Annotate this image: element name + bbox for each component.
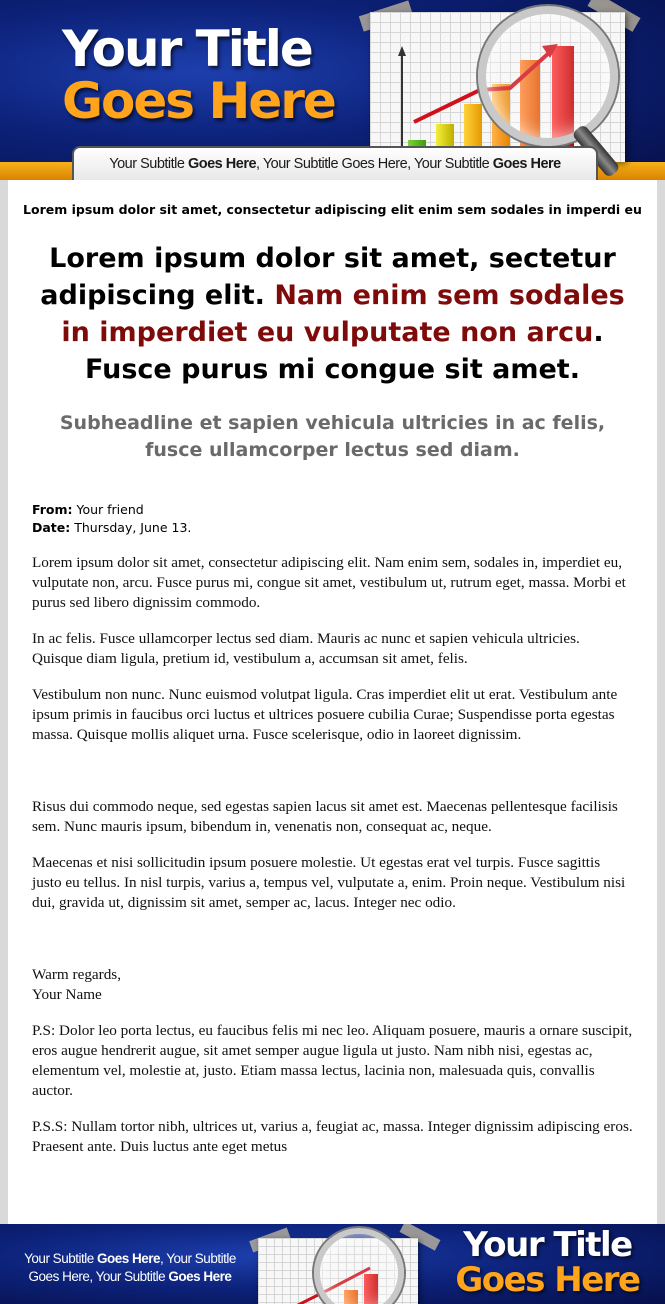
header-title-line1: Your Title <box>62 20 312 78</box>
headline-highlight: Nam enim sem sodales in imperdiet eu vulputate non arcu <box>61 280 625 348</box>
header-subtitle <box>72 146 598 180</box>
main-headline <box>32 240 633 388</box>
body-paragraph: Risus dui commodo neque, sed egestas sapien lacus sit amet est. Maecenas pellentesque facilisis sem. Nunc mauris ipsum, bibendum in, venenatis non, consequat ac, neque. <box>32 798 618 835</box>
footer-chart-graphic <box>250 1228 440 1304</box>
letter-content <box>8 180 657 1224</box>
header-banner <box>0 0 665 180</box>
headline-text: . Fusce purus mi congue sit amet. <box>85 317 604 385</box>
closing-name: Your Name <box>32 986 102 1003</box>
footer-title-line2: Goes Here <box>455 1260 640 1300</box>
footer-title-line1: Your Title <box>463 1225 632 1265</box>
footer-subtitle-text: Your Subtitle <box>24 1251 97 1266</box>
header-title-line2: Goes Here <box>62 72 335 130</box>
body-paragraph: In ac felis. Fusce ullamcorper lectus sed diam. Mauris ac nunc et sapien vehicula ultricies. Quisque diam ligula, pretium id, vestibulum a, accumsan sit amet, felis. <box>32 630 580 667</box>
footer-banner <box>0 1224 665 1304</box>
footer-subtitle-bold: Goes Here <box>168 1269 232 1284</box>
header-title <box>62 20 335 130</box>
body-paragraph: Lorem ipsum dolor sit amet, consectetur adipiscing elit. Nam enim sem, sodales in, imperdiet eu, vulputate non, arcu. Fusce purus mi, congue sit amet, vestibulum ut, rutrum eget, massa. Morbi et purus sed libero dignissim commodo. <box>32 554 626 611</box>
footer-title <box>440 1225 655 1300</box>
footer-subtitle-bold: Goes Here <box>96 1251 161 1266</box>
magnifier-icon <box>478 6 618 146</box>
subtitle-text: Your Subtitle <box>109 156 188 172</box>
subtitle-text-bold: Goes Here <box>492 156 561 172</box>
subheadline: Subheadline et sapien vehicula ultricies in ac felis, fusce ullamcorper lectus sed diam. <box>59 412 606 461</box>
postscript: P.S: Dolor leo porta lectus, eu faucibus felis mi nec leo. Aliquam posuere, mauris a ornare suscipit, eros augue hendrerit augue, sit amet semper augue ligula ut justo. Nam nibh nisi, egestas ac, elementum vel, molestie at, justo. Etiam massa lectus, lacinia non, malesuada quis, convallis auctor. <box>32 1022 633 1099</box>
from-line <box>32 501 191 519</box>
letter-meta <box>32 501 191 537</box>
footer-subtitle <box>10 1250 250 1286</box>
date-label: Date: <box>32 520 71 535</box>
subtitle-text: , Your Subtitle Goes Here, Your Subtitle <box>256 156 493 172</box>
from-value: Your friend <box>72 502 144 517</box>
date-line <box>32 519 191 537</box>
closing <box>32 965 633 1005</box>
date-value: Thursday, June 13. <box>70 520 192 535</box>
headline-text: Lorem ipsum dolor sit amet, sectetur adipiscing elit. <box>40 243 616 311</box>
post-postscript: P.S.S: Nullam tortor nibh, ultrices ut, varius a, feugiat ac, massa. Integer dignissim adipiscing eros. Praesent ante. Duis luctus ante eget metus <box>32 1118 633 1155</box>
body-paragraph: Maecenas et nisi sollicitudin ipsum posuere molestie. Ut egestas erat vel turpis. Fusce sagittis justo eu tellus. In nisl turpis, varius a, tempus vel, vulputate a, enim. Proin neque. Vestibulum nisi dui, gravida ut, dignissim sit amet, semper ac, lacus. Integer nec odio. <box>32 854 626 911</box>
body-paragraph: Vestibulum non nunc. Nunc euismod volutpat ligula. Cras imperdiet elit ut erat. Vestibulum ante ipsum primis in faucibus orci luctus et ultrices posuere cubilia Curae; Suspendisse porta egestas massa. Quisque mollis aliquet urna. Fusce scelerisque, odio in laoreet dignissim. <box>32 686 618 743</box>
pre-headline: Lorem ipsum dolor sit amet, consectetur adipiscing elit enim sem sodales in imperdi eu <box>23 202 642 217</box>
closing-salutation: Warm regards, <box>32 966 122 983</box>
from-label: From: <box>32 502 73 517</box>
footer-subtitle-text: , Your Subtitle Goes Here, Your Subtitle <box>28 1251 236 1284</box>
subtitle-text-bold: Goes Here <box>187 156 257 172</box>
